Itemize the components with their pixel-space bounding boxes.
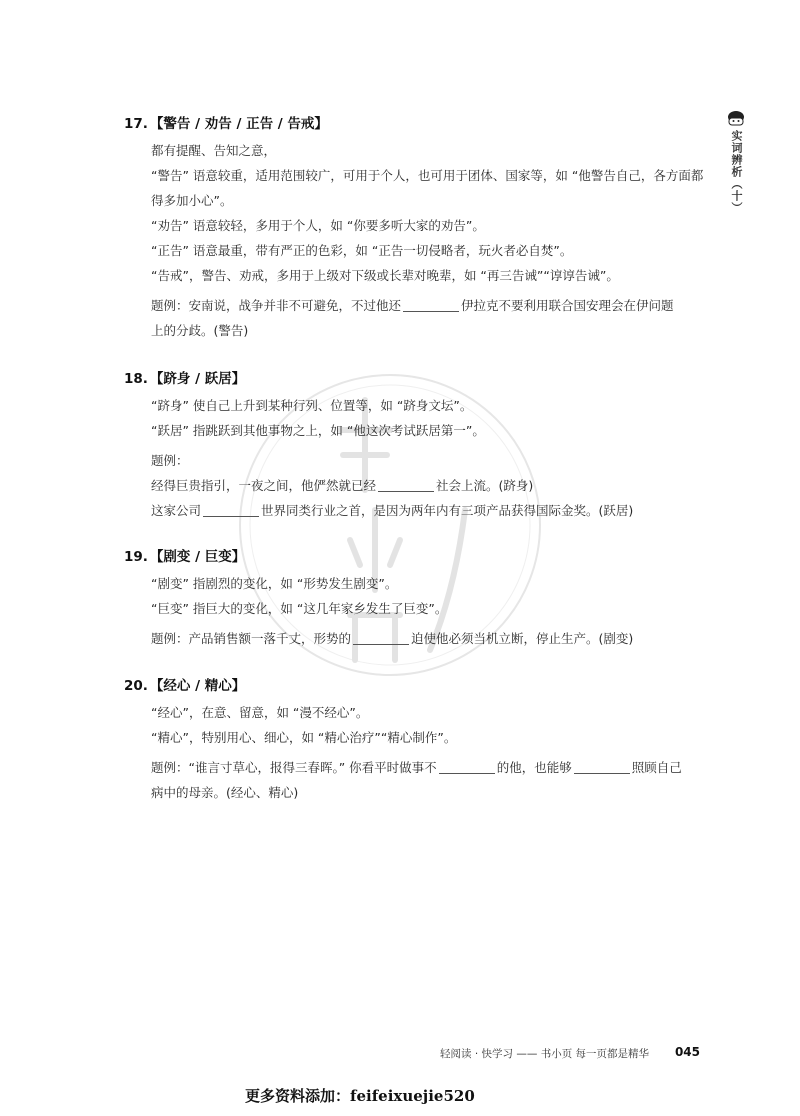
example-text: 的他，也能够: [496, 760, 572, 775]
example-label: 题例：: [151, 453, 189, 468]
example-text: 伊拉克不要利用联合国安理会在伊问题: [461, 298, 674, 313]
definition-line: “正告” 语意最重，带有严正的色彩，如 “正告一切侵略者，玩火者必自焚”。: [151, 243, 573, 258]
fill-blank: [353, 630, 409, 645]
definition-line: “跻身” 使自己上升到某种行列、位置等，如 “跻身文坛”。: [151, 398, 473, 413]
page-footer: [440, 1046, 700, 1062]
entry-title: 【经心 / 精心】: [149, 678, 246, 694]
definition-line: “跃居” 指跳跃到其他事物之上，如 “他这次考试跃居第一”。: [151, 423, 485, 438]
fill-blank: [574, 759, 630, 774]
entry-title: 【跻身 / 跃居】: [149, 371, 246, 387]
entry-17: [124, 112, 704, 343]
definition-line: “精心”，特别用心、细心，如 “精心治疗”“精心制作”。: [151, 730, 457, 745]
example-text: 照顾自己: [631, 760, 682, 775]
contact-note: 更多资料添加：feifeixuejie520: [245, 1087, 475, 1105]
example-line: [151, 293, 704, 318]
example-line: [151, 755, 704, 780]
example-text: 题例：产品销售额一落千丈，形势的: [151, 631, 352, 646]
entry-heading: [124, 367, 704, 387]
fill-blank: [378, 477, 434, 492]
definition-line: “经心”，在意、留意，如 “漫不经心”。: [151, 705, 369, 720]
example-text: 经得巨贵指引，一夜之间，他俨然就已经: [151, 478, 377, 493]
entry-20: [124, 674, 704, 805]
entry-number: 20.: [124, 678, 148, 694]
example-text: 社会上流。(跻身): [436, 478, 534, 493]
entry-number: 19.: [124, 549, 148, 565]
example-text: 题例：“谁言寸草心，报得三春晖。” 你看平时做事不: [151, 760, 437, 775]
entry-title: 【剧变 / 巨变】: [149, 549, 246, 565]
entry-intro: 都有提醒、告知之意，: [151, 143, 277, 158]
entry-heading: [124, 545, 704, 565]
fill-blank: [203, 502, 259, 517]
example-line: [151, 473, 704, 498]
page-number: 045: [674, 1045, 700, 1059]
character-face-icon: [727, 110, 745, 126]
definition-line: “警告” 语意较重，适用范围较广，可用于个人，也可用于团体、国家等，如 “他警告自己，各方面都: [151, 168, 704, 183]
definition-line: 得多加小心”。: [151, 193, 233, 208]
chapter-side-tab: [726, 110, 746, 214]
example-line: 病中的母亲。(经心、精心): [151, 785, 299, 800]
entry-19: [124, 545, 704, 651]
example-line: [151, 626, 704, 651]
entry-number: 18.: [124, 371, 148, 387]
example-text: 世界同类行业之首，是因为两年内有三项产品获得国际金奖。(跃居): [261, 503, 634, 518]
footer-slogan: 轻阅读 · 快学习 —— 书小页 每一页都是精华: [440, 1048, 650, 1060]
example-text: 题例：安南说，战争并非不可避免，不过他还: [151, 298, 402, 313]
fill-blank: [439, 759, 495, 774]
example-text: 这家公司: [151, 503, 202, 518]
entry-title: 【警告 / 劝告 / 正告 / 告戒】: [149, 116, 328, 132]
entry-number: 17.: [124, 116, 148, 132]
entry-18: [124, 367, 704, 523]
definition-line: “告戒”，警告、劝戒，多用于上级对下级或长辈对晚辈，如 “再三告诫”“谆谆告诫”。: [151, 268, 619, 283]
chapter-label: 实词辨析（十）: [730, 130, 743, 214]
definition-line: “劝告” 语意较轻，多用于个人，如 “你要多听大家的劝告”。: [151, 218, 485, 233]
example-text: 迫使他必须当机立断，停止生产。(剧变): [411, 631, 634, 646]
entry-heading: [124, 674, 704, 694]
entry-heading: [124, 112, 704, 132]
example-line: [151, 498, 704, 523]
fill-blank: [403, 297, 459, 312]
definition-line: “剧变” 指剧烈的变化，如 “形势发生剧变”。: [151, 576, 398, 591]
definition-line: “巨变” 指巨大的变化，如 “这几年家乡发生了巨变”。: [151, 601, 448, 616]
example-line: 上的分歧。(警告): [151, 323, 249, 338]
